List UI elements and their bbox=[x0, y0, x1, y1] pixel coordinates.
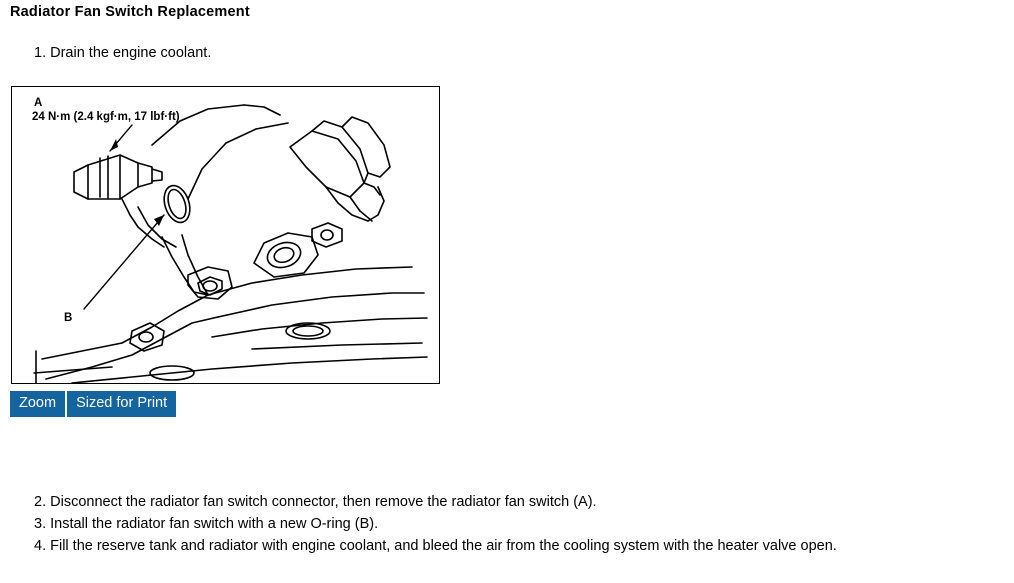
step-item-3: 3. Install the radiator fan switch with a new O-ring (B). bbox=[34, 516, 379, 532]
figure-illustration bbox=[11, 86, 440, 384]
zoom-button[interactable]: Zoom bbox=[10, 391, 65, 417]
callout-label-b: B bbox=[64, 312, 73, 324]
step-item-2: 2. Disconnect the radiator fan switch connector, then remove the radiator fan switch (A). bbox=[34, 494, 597, 510]
page-title: Radiator Fan Switch Replacement bbox=[10, 4, 250, 20]
step-item-4: 4. Fill the reserve tank and radiator with engine coolant, and bleed the air from the cooling system with the heater valve open. bbox=[34, 538, 837, 554]
callout-label-a: A bbox=[34, 97, 43, 109]
torque-spec-label: 24 N·m (2.4 kgf·m, 17 lbf·ft) bbox=[32, 111, 180, 123]
sized-for-print-button[interactable]: Sized for Print bbox=[67, 391, 176, 417]
figure-toolbar bbox=[10, 391, 176, 417]
step-item-1: 1. Drain the engine coolant. bbox=[34, 45, 212, 61]
steps-list bbox=[34, 491, 837, 557]
radiator-fan-switch-diagram bbox=[12, 87, 439, 383]
